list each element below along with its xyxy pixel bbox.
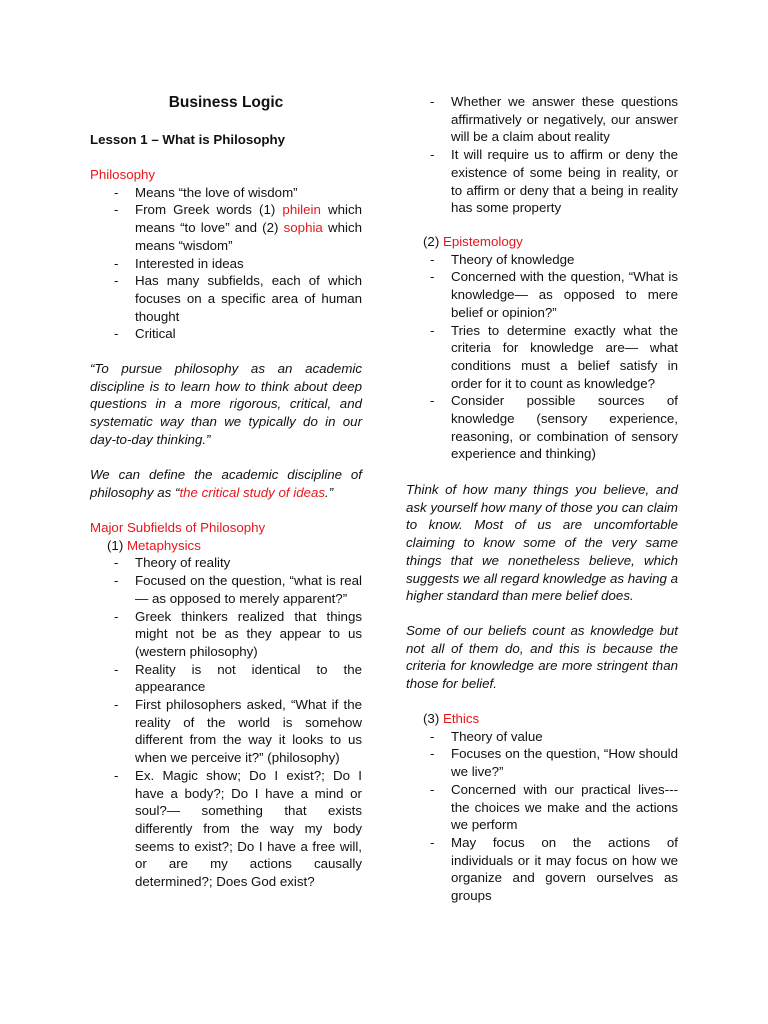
list-item: - First philosophers asked, “What if the reality of the world is somehow different from the way it looks to us when we perceive it?” (philosophy) [90, 696, 362, 767]
metaphysics-label: Metaphysics [126, 537, 201, 553]
list-item: - Greek thinkers realized that things might not be as they appear to us (western philosophy) [90, 608, 362, 661]
list-item: - Has many subfields, each of which focuses on a specific area of human thought [90, 272, 362, 325]
knowledge-paragraph-block [406, 481, 678, 605]
metaphysics-number: (1) [107, 537, 127, 553]
knowledge-paragraph: Think of how many things you believe, and ask yourself how many of those you can claim to know. Most of us are uncomfortable claiming to know some of the very same things that we nonetheless believe, which suggests we all regard knowledge as having a higher standard than mere belief does. [406, 482, 679, 604]
list-item: - Reality is not identical to the appearance [90, 661, 362, 696]
list-item: - Focused on the question, “what is real— as opposed to merely apparent?” [90, 572, 362, 607]
sophia-term: sophia [283, 220, 323, 236]
ethics-list [406, 728, 678, 905]
lesson-heading: Lesson 1 – What is Philosophy [90, 132, 286, 147]
list-item: - Ex. Magic show; Do I exist?; Do I have a body?; Do I have a mind or soul?— something that exists differently from the way my body seems to exist?; Do I have a free will, or are my actions causally determined?; Does God exist? [90, 767, 362, 891]
ethics-heading [406, 710, 678, 728]
definition-block [90, 466, 362, 501]
beliefs-paragraph-block [406, 622, 678, 693]
philein-term: philein [282, 202, 321, 218]
text-span: which means “wisdom” [135, 220, 362, 253]
philosophy-heading: Philosophy [90, 167, 156, 182]
list-item: - Tries to determine exactly what the criteria for knowledge are— what conditions must a belief satisfy in order for it to count as knowledge? [406, 322, 678, 393]
ethics-number: (3) [423, 711, 443, 726]
metaphysics-heading [90, 537, 362, 555]
epistemology-section [406, 233, 678, 463]
quote-paragraph: “To pursue philosophy as an academic discipline is to learn how to think about deep questions in a more rigorous, critical, and systematic way than we typically do in our day-to-day thinking.” [90, 361, 362, 447]
list-item: - Concerned with our practical lives--- the choices we make and the actions we perform [406, 781, 678, 834]
document-title: Business Logic [168, 94, 284, 111]
list-item: - Consider possible sources of knowledge (sensory experience, reasoning, or combination of sensory experience and thinking) [406, 392, 678, 463]
philosophy-list [90, 184, 362, 343]
text-span: From Greek words (1) [135, 202, 283, 218]
list-item: - Focuses on the question, “How should we live?” [406, 745, 678, 780]
major-subfields-heading: Major Subfields of Philosophy [90, 520, 266, 535]
list-item: - Theory of knowledge [406, 251, 678, 269]
quote-block [90, 360, 362, 449]
beliefs-paragraph: Some of our beliefs count as knowledge but not all of them do, and this is because the criteria for knowledge are more stringent than those for belief. [406, 623, 678, 692]
text-span: We can define the academic discipline of philosophy as “ [90, 467, 362, 500]
metaphysics-continued [406, 93, 678, 217]
metaphysics-list [90, 554, 362, 890]
list-item: - Concerned with the question, “What is knowledge— as opposed to mere belief or opinion?” [406, 268, 678, 321]
list-item: - Critical [90, 325, 362, 343]
list-item: - Whether we answer these questions affirmatively or negatively, our answer will be a claim about reality [406, 93, 678, 146]
epistemology-heading [406, 233, 678, 251]
list-item: - Means “the love of wisdom” [90, 184, 362, 202]
list-item [90, 201, 362, 254]
text-span: .” [325, 484, 334, 500]
list-item: - Theory of reality [90, 554, 362, 572]
major-subfields-section [90, 519, 362, 891]
lesson-heading-block [90, 131, 362, 149]
list-item: - Interested in ideas [90, 255, 362, 273]
text-span: which means “to love” and (2) [135, 202, 362, 236]
definition-paragraph [90, 466, 362, 501]
philosophy-section [90, 166, 362, 343]
epistemology-label: Epistemology [442, 234, 523, 249]
list-item: - May focus on the actions of individuals or it may focus on how we organize and govern ourselves as groups [406, 834, 678, 905]
epistemology-number: (2) [423, 234, 443, 249]
list-item: - Theory of value [406, 728, 678, 746]
ethics-section [406, 710, 678, 905]
list-item: - It will require us to affirm or deny the existence of some being in reality, or to affirm or deny that a being in reality has some property [406, 146, 678, 217]
metaphysics-continued-list [406, 93, 678, 217]
ethics-label: Ethics [442, 711, 480, 726]
epistemology-list [406, 251, 678, 463]
definition-term: the critical study of ideas [179, 484, 326, 500]
